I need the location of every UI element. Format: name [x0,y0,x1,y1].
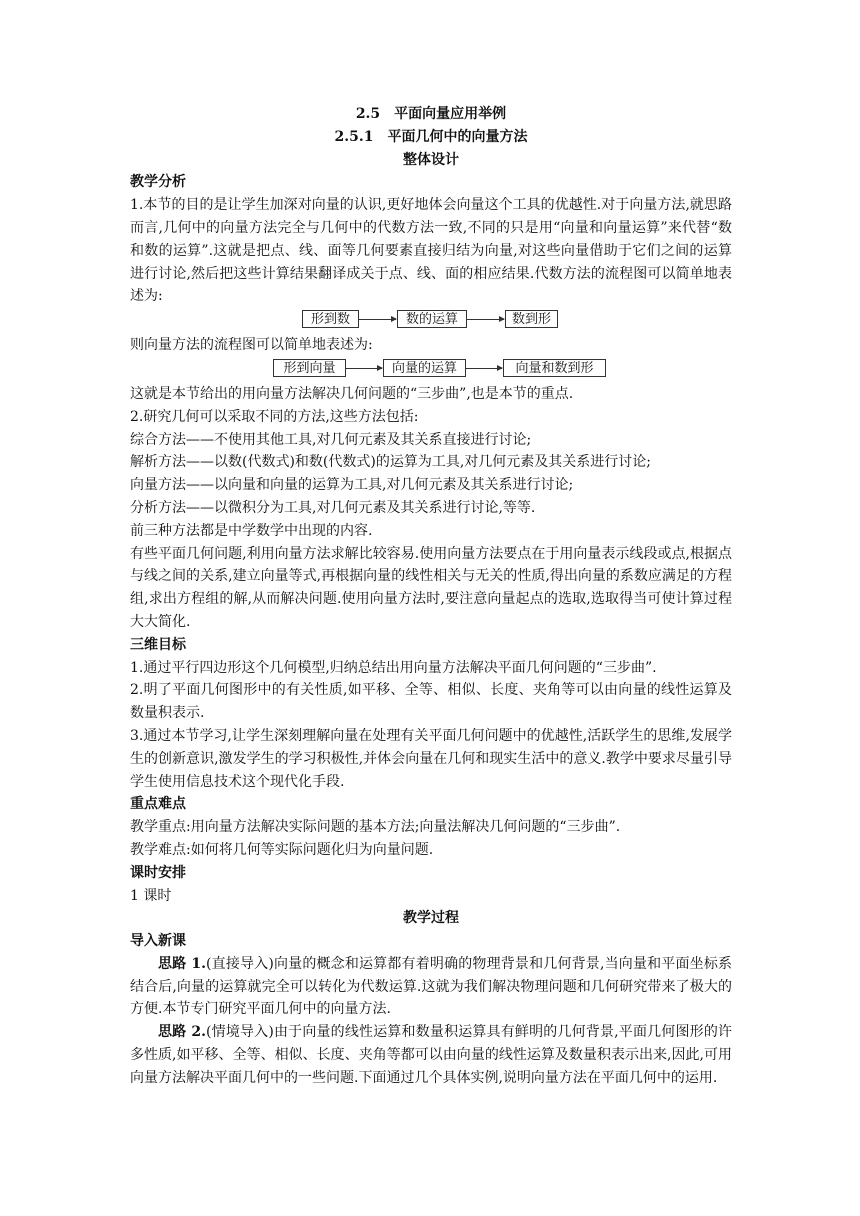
analysis-paragraph-6: 有些平面几何问题,利用向量方法求解比较容易.使用向量方法要点在于用向量表示线段或点,根据点与线之间的关系,建立向量等式,再根据向量的线性相关与无关的性质,得出向量的系数应满足的方程组,求出方程组的解,从而解决问题.使用向量方法时,要注意向量起点的选取,选取得当可使计算过程大大简化. [130,545,732,630]
section-title: 2.5 平面向量应用举例 [355,106,507,122]
flow-box-vector-number-to-shape: 向量和数到形 [503,359,606,377]
teaching-analysis-heading: 教学分析 [130,174,186,191]
algebra-flowchart [130,308,732,334]
document-body [130,103,732,1090]
analysis-paragraph-4: 2.研究几何可以采取不同的方法,这些方法包括: [130,408,419,425]
subsection-title: 2.5.1 平面几何中的向量方法 [334,128,528,145]
method-analytic: 解析方法——以数(代数式)和数(代数式)的运算为工具,对几何元素及其关系进行讨论; [130,454,652,471]
goal-1: 1.通过平行四边形这个几何模型,归纳总结出用向量方法解决平面几何问题的“三步曲”. [130,659,657,676]
teaching-key-point: 教学重点:用向量方法解决实际问题的基本方法;向量法解决几何问题的“三步曲”. [130,819,621,836]
flow-box-number-operation: 数的运算 [397,310,467,328]
overall-design-title: 整体设计 [403,151,459,168]
schedule-value: 1 课时 [130,887,172,904]
idea-1-label: 思路 1. [158,955,207,972]
flow-arrow-icon [467,319,504,320]
flow-arrow-icon [359,319,396,320]
flow-box-vector-operation: 向量的运算 [383,359,466,377]
idea-2-label: 思路 2. [158,1024,207,1041]
flow-box-shape-to-number: 形到数 [302,310,359,328]
vector-flowchart [130,357,732,383]
schedule-heading: 课时安排 [130,864,186,881]
goal-2: 2.明了平面几何图形中的有关性质,如平移、全等、相似、长度、夹角等可以由向量的线性运算及数量积表示. [130,682,732,722]
idea-1-paragraph [130,953,732,1021]
idea-2-paragraph [130,1021,732,1089]
flow-box-shape-to-vector: 形到向量 [273,359,346,377]
goal-3: 3.通过本节学习,让学生深刻理解向量在处理有关平面几何问题中的优越性,活跃学生的思维,发展学生的创新意识,激发学生的学习积极性,并体会向量在几何和现实生活中的意义.教学中要求尽量引导学生使用信息技术这个现代化手段. [130,727,732,790]
idea-1-text: (直接导入)向量的概念和运算都有着明确的物理背景和几何背景,当向量和平面坐标系结合后,向量的运算就完全可以转化为代数运算.这就为我们解决物理问题和几何研究带来了极大的方便.本节专门研究平面几何中的向量方法. [130,955,732,1018]
analysis-paragraph-5: 前三种方法都是中学数学中出现的内容. [130,522,373,539]
method-calculus: 分析方法——以微积分为工具,对几何元素及其关系进行讨论,等等. [130,499,536,516]
method-vector: 向量方法——以向量和向量的运算为工具,对几何元素及其关系进行讨论; [130,477,574,494]
idea-2-text: (情境导入)由于向量的线性运算和数量积运算具有鲜明的几何背景,平面几何图形的许多性质,如平移、全等、相似、长度、夹角等都可以由向量的线性运算及数量积表示出来,因此,可用向量方法解决平面几何中的一些问题.下面通过几个具体实例,说明向量方法在平面几何中的运用. [130,1024,732,1086]
intro-heading: 导入新课 [130,933,186,950]
analysis-paragraph-2: 则向量方法的流程图可以简单地表述为: [130,337,373,354]
flow-arrow-icon [466,368,502,369]
flow-box-number-to-shape: 数到形 [505,310,558,328]
flow-arrow-icon [346,368,382,369]
method-synthetic: 综合方法——不使用其他工具,对几何元素及其关系直接进行讨论; [130,431,532,448]
teaching-difficult-point: 教学难点:如何将几何等实际问题化归为向量问题. [130,841,434,858]
key-difficult-points-heading: 重点难点 [130,796,186,813]
three-dimensional-goals-heading: 三维目标 [130,636,186,653]
teaching-process-title: 教学过程 [403,910,459,927]
analysis-paragraph-3: 这就是本节给出的用向量方法解决几何问题的“三步曲”,也是本节的重点. [130,385,574,402]
analysis-paragraph-1: 1.本节的目的是让学生加深对向量的认识,更好地体会向量这个工具的优越性.对于向量方法,就思路而言,几何中的向量方法完全与几何中的代数方法一致,不同的只是用“向量和向量运算”来代替“数和数的运算”.这就是把点、线、面等几何要素直接归结为向量,对这些向量借助于它们之间的运算进行讨论,然后把这些计算结果翻译成关于点、线、面的相应结果.代数方法的流程图可以简单地表述为: [130,197,732,305]
